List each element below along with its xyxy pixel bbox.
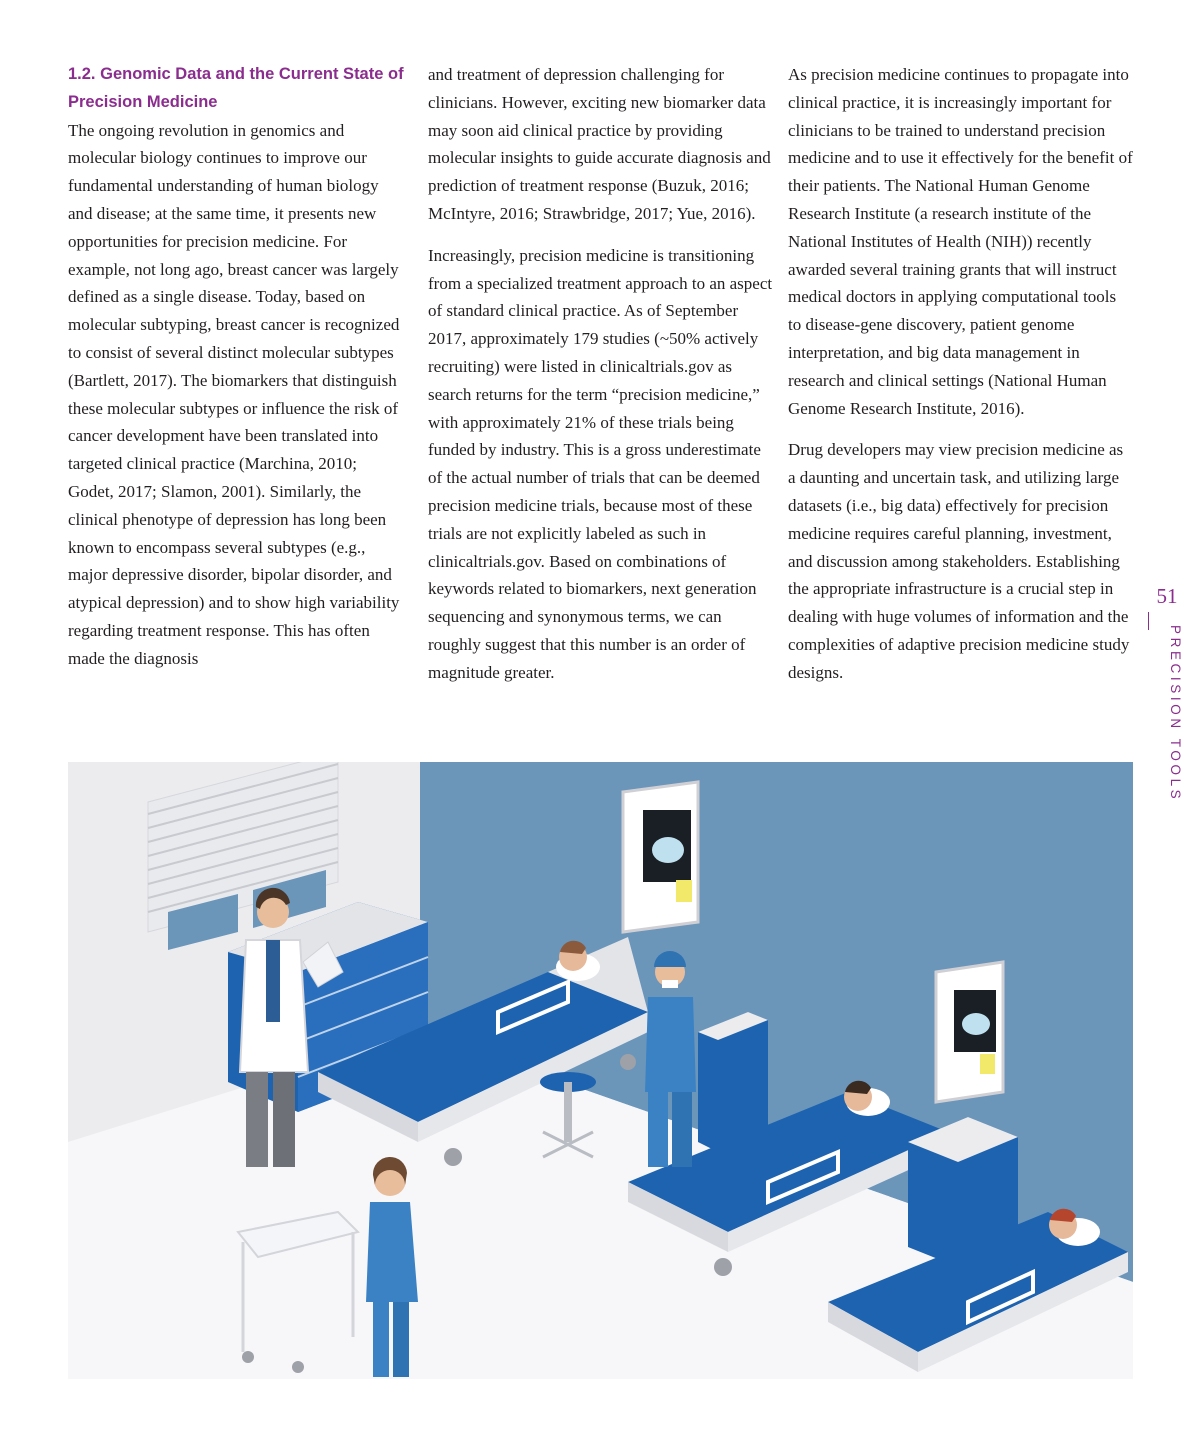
body-paragraph: As precision medicine continues to propagate into clinical practice, it is increasingly important for clinicians to be trained to understand precision medicine and to use it effectively for the benefit of their patients. The National Human Genome Research Institute (a research institute of the National Institutes of Health (NIH)) recently awarded several training grants that will instruct medical doctors in applying computational tools to disease-gene discovery, patient genome interpretation, and big data management in research and clinical settings (National Human Genome Research Institute, 2016). xyxy=(788,65,1133,418)
hospital-ward-illustration xyxy=(68,762,1133,1379)
body-paragraph: The ongoing revolution in genomics and molecular biology continues to improve our fundamental understanding of human biology and disease; at the same time, it presents new opportunities for precision medicine. For example, not long ago, breast cancer was largely defined as a single disease. Today, based on molecular subtyping, breast cancer is recognized to consist of several distinct molecular subtypes (Bartlett, 2017). The biomarkers that distinguish these molecular subtypes or influence the risk of cancer development have been translated into targeted clinical practice (Marchina, 2010; Godet, 2017; Slamon, 2001). Similarly, the clinical phenotype of depression has long been known to encompass several subtypes (e.g., major depressive disorder, bipolar disorder, and atypical depression) and to show high variability regarding treatment response. This has often made the diagnosis xyxy=(68,120,400,668)
section-heading: 1.2. Genomic Data and the Current State of Precision Medicine xyxy=(68,65,404,111)
page-number: 51 xyxy=(1156,584,1178,608)
xray-poster xyxy=(936,962,1003,1102)
body-paragraph: and treatment of depression challenging for clinicians. However, exciting new biomarker data may soon aid clinical practice by providing molecular insights to guide accurate diagnosis and prediction of treatment response (Buzuk, 2016; McIntyre, 2016; Strawbridge, 2017; Yue, 2016). xyxy=(428,65,771,223)
text-column-2 xyxy=(428,61,774,701)
xray-poster xyxy=(623,782,698,932)
margin-rule xyxy=(1148,612,1149,630)
body-paragraph: Drug developers may view precision medicine as a daunting and uncertain task, and utilizing large datasets (i.e., big data) effectively for precision medicine requires careful planning, investment, and discussion among stakeholders. Establishing the appropriate infrastructure is a crucial step in dealing with huge volumes of information and the complexities of adaptive precision medicine study designs. xyxy=(788,440,1130,682)
text-column-1 xyxy=(68,61,406,687)
text-column-3 xyxy=(788,61,1133,701)
running-head: PRECISION TOOLS xyxy=(1168,625,1183,803)
body-paragraph: Increasingly, precision medicine is transitioning from a specialized treatment approach to an aspect of standard clinical practice. As of September 2017, approximately 179 studies (~50% actively recruiting) were listed in clinicaltrials.gov as search returns for the term “precision medicine,” with approximately 21% of these trials being funded by industry. This is a gross underestimate of the actual number of trials that can be deemed precision medicine trials, because most of these trials are not explicitly labeled as such in clinicaltrials.gov. Based on combinations of keywords related to biomarkers, next generation sequencing and synonymous terms, we can roughly suggest that this number is an order of magnitude greater. xyxy=(428,245,773,682)
